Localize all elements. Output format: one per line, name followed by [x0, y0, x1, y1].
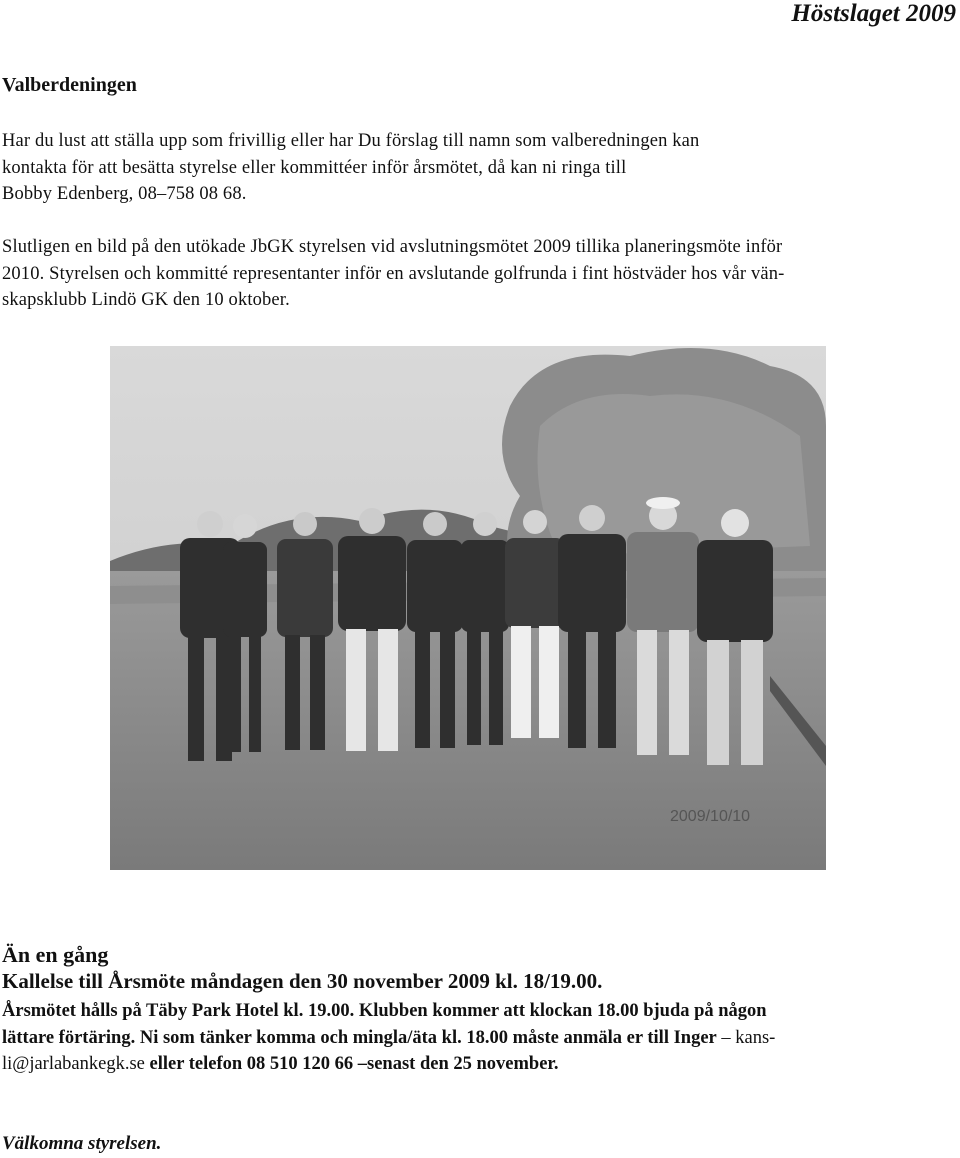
- paragraph-line: Slutligen en bild på den utökade JbGK styrelsen vid avslutningsmötet 2009 tillika planeringsmöte inför: [2, 237, 783, 257]
- paragraph-line: skapsklubb Lindö GK den 10 oktober.: [2, 290, 290, 310]
- photo-date-stamp: 2009/10/10: [670, 808, 751, 825]
- notice-subheading: Kallelse till Årsmöte måndagen den 30 november 2009 kl. 18/19.00.: [2, 969, 603, 993]
- notice-heading: Än en gång: [2, 942, 109, 967]
- paragraph-line: Bobby Edenberg, 08–758 08 68.: [2, 184, 247, 204]
- page-header-title: Höstslaget 2009: [791, 0, 956, 27]
- contact-email: li@jarlabankegk.se: [2, 1054, 145, 1074]
- notice-text: – kans-: [716, 1027, 776, 1048]
- notice-line: [2, 1051, 957, 1078]
- notice-body: [2, 998, 957, 1078]
- paragraph-photo-caption: [2, 234, 952, 314]
- group-photo: [110, 346, 826, 870]
- paragraph-line: Har du lust att ställa upp som frivillig eller har Du förslag till namn som valberedningen kan: [2, 131, 700, 151]
- notice-line: Årsmötet hålls på Täby Park Hotel kl. 19.00. Klubben kommer att klockan 18.00 bjuda på någon: [2, 1001, 767, 1021]
- paragraph-valberedning: [2, 128, 952, 208]
- section-heading: Valberdeningen: [2, 74, 137, 96]
- notice-text: eller telefon 08 510 120 66 –senast den 25 november.: [144, 1054, 559, 1074]
- signoff: Välkomna styrelsen.: [2, 1133, 162, 1154]
- paragraph-line: 2010. Styrelsen och kommitté representanter inför en avslutande golfrunda i fint höstväder hos vår vän-: [2, 263, 785, 284]
- notice-line: [2, 1025, 957, 1052]
- notice-text: lättare förtäring. Ni som tänker komma och mingla/äta kl. 18.00 måste anmäla er till Inger: [2, 1027, 717, 1048]
- group-photo-illustration: [110, 346, 826, 870]
- paragraph-line: kontakta för att besätta styrelse eller kommittéer inför årsmötet, då kan ni ringa till: [2, 157, 627, 178]
